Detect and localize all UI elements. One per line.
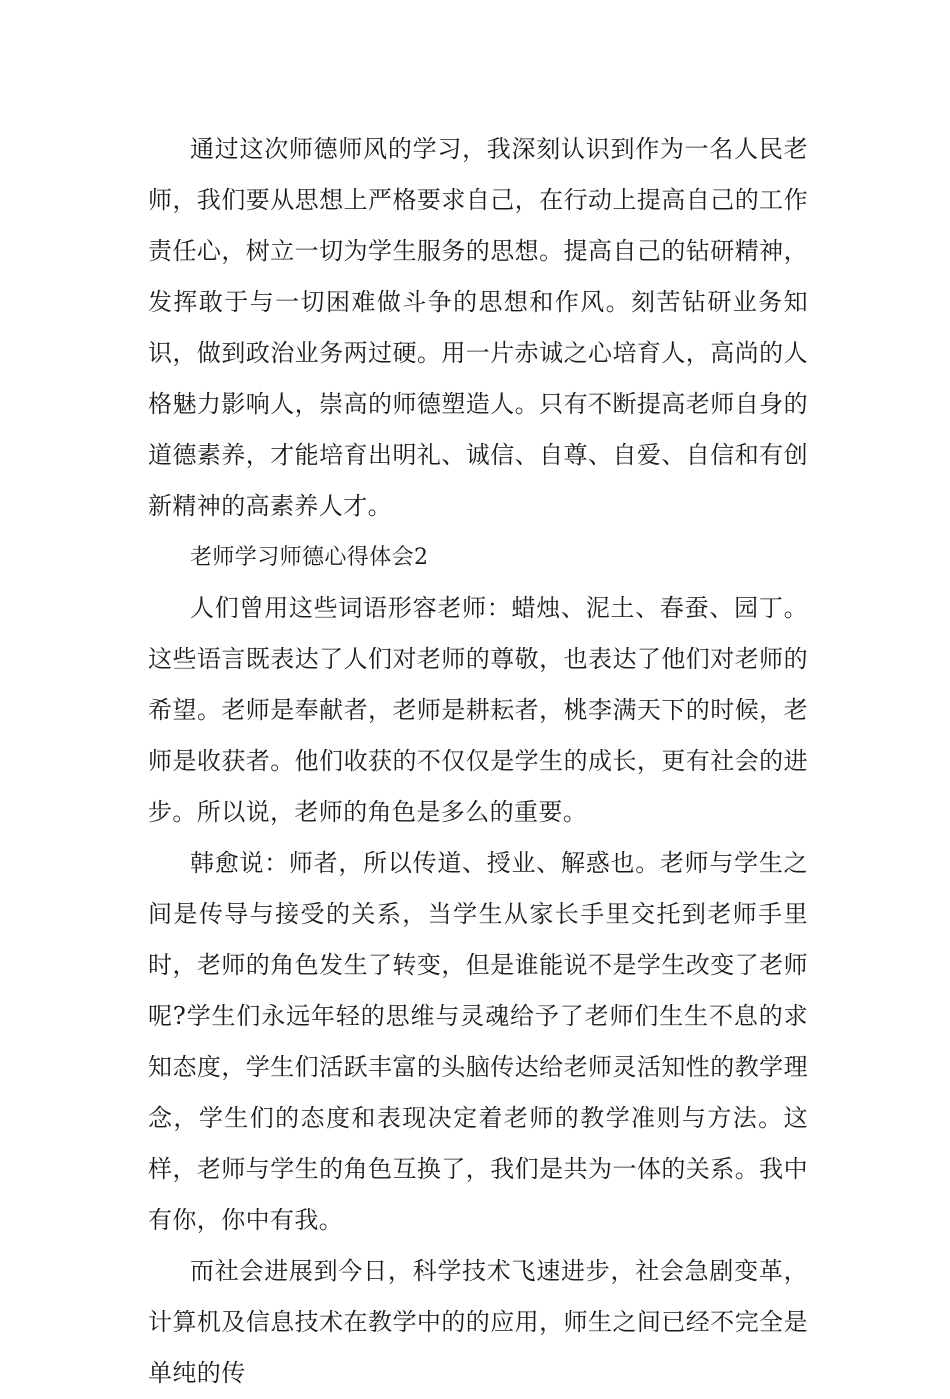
paragraph-4: 而社会进展到今日，科学技术飞速进步，社会急剧变革，计算机及信息技术在教学中的的应用，师生之间已经不完全是单纯的传	[148, 1257, 808, 1387]
paragraph-1: 通过这次师德师风的学习，我深刻认识到作为一名人民老师，我们要从思想上严格要求自己，在行动上提高自己的工作责任心，树立一切为学生服务的思想。提高自己的钻研精神，发挥敢于与一切困难做斗争的思想和作风。刻苦钻研业务知识，做到政治业务两过硬。用一片赤诚之心培育人，高尚的人格魅力影响人，崇高的师德塑造人。只有不断提高老师自身的道德素养，才能培育出明礼、诚信、自尊、自爱、自信和有创新精神的高素养人才。	[148, 135, 808, 520]
paragraph-3: 韩愈说：师者，所以传道、授业、解惑也。老师与学生之间是传导与接受的关系，当学生从家长手里交托到老师手里时，老师的角色发生了转变，但是谁能说不是学生改变了老师呢?学生们永远年轻的思维与灵魂给予了老师们生生不息的求知态度，学生们活跃丰富的头脑传达给老师灵活知性的教学理念，学生们的态度和表现决定着老师的教学准则与方法。这样，老师与学生的角色互换了，我们是共为一体的关系。我中有你，你中有我。	[148, 849, 808, 1234]
section-heading: 老师学习师德心得体会2	[190, 545, 429, 570]
document-body	[148, 124, 808, 1399]
paragraph-2: 人们曾用这些词语形容老师：蜡烛、泥土、春蚕、园丁。这些语言既表达了人们对老师的尊敬，也表达了他们对老师的希望。老师是奉献者，老师是耕耘者，桃李满天下的时候，老师是收获者。他们收获的不仅仅是学生的成长，更有社会的进步。所以说，老师的角色是多么的重要。	[148, 594, 808, 826]
